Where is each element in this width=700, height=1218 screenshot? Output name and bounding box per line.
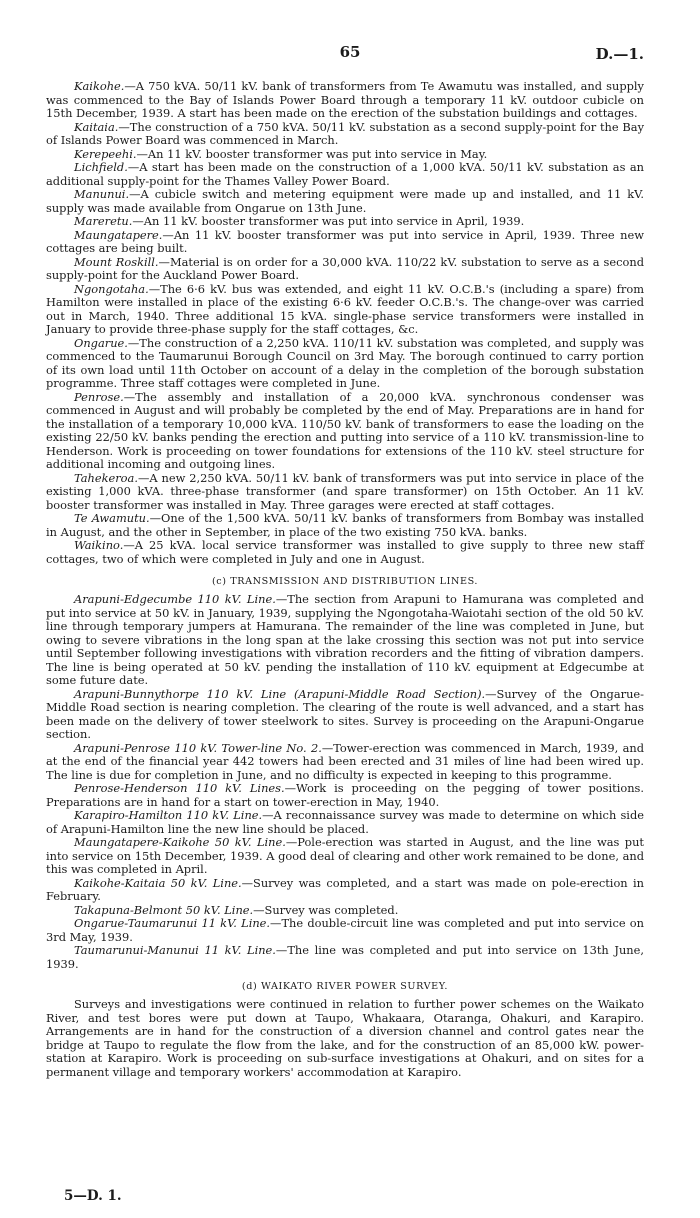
paragraph-text: —One of the 1,500 kVA. 50/11 kV. banks of transformers from Bombay was installed in August, and the other in September, in place of the two existing 750 kVA. banks. (46, 511, 644, 539)
paragraph-heading: Arapuni-Edgecumbe 110 kV. Line. (74, 592, 276, 606)
paragraph-text: —A 750 kVA. 50/11 kV. bank of transformers from Te Awamutu was installed, and supply was commenced to the Bay of Islands Power Board through a temporary 11 kV. outdoor cubicle on 15th December, 1939. A start has been made on the erection of the substation buildings and cottages. (46, 79, 644, 120)
paragraph-heading: Kaikohe-Kaitaia 50 kV. Line. (74, 875, 242, 890)
paragraph-text: —Work is proceeding on the pegging of tower positions. Preparations are in hand for a start on tower-erection in May, 1940. (46, 781, 645, 809)
paragraph-text: —An 11 kV. booster transformer was put into service in April, 1939. (132, 214, 525, 228)
paragraph-heading: Karapiro-Hamilton 110 kV. Line. (74, 808, 263, 822)
paragraph-text: —The section from Arapuni to Hamurana was completed and put into service at 50 kV. in January, 1939, supplying the Ngongotaha-Waiotahi section of the old 50 kV. line through temporary jumpers at Hamurana. The remainder of the line was completed in June, but owing to severe vibrations in the long span at the lake crossing this section was not put into service until September following investigations with vibration recorders and the fitting of vibration dampers. The line is being operated at 50 kV. pending the installation of 110 kV. equipment at Edgecumbe at some future date. (46, 592, 644, 687)
paragraph-heading: Kaikohe. (74, 79, 125, 93)
paragraph-arapuni-bunnythorpe (46, 688, 644, 742)
paragraph-tahekeroa (46, 472, 644, 513)
paragraph-heading: Mount Roskill. (74, 254, 159, 269)
paragraph-heading: Taumarunui-Manunui 11 kV. Line. (74, 943, 276, 957)
paragraph-manunui (46, 188, 644, 215)
paragraph-text: —An 11 kV. booster transformer was put into service in April, 1939. Three new cottages are being built. (46, 227, 644, 255)
paragraph-text: —A cubicle switch and metering equipment were made up and installed, and 11 kV. supply was made available from Ongarue on 13th June. (46, 187, 644, 215)
paragraph-kerepeehi (46, 148, 644, 162)
paragraph-heading: Kaitaia. (74, 119, 119, 134)
paragraph-text: —Survey was completed. (253, 902, 399, 917)
paragraph-mount-roskill (46, 256, 644, 283)
paragraph-text: —Pole-erection was started in August, and the line was put into service on 15th December, 1939. A good deal of clearing and other work remained to be done, and this was completed in April. (46, 835, 644, 876)
paragraph-ongarue-taumarunui (46, 917, 644, 944)
paragraph-heading: Penrose. (74, 389, 124, 404)
paragraph-taumarunui-manunui (46, 944, 644, 971)
paragraph-text: —The line was completed and put into service on 13th June, 1939. (46, 943, 644, 971)
paragraph-text: —An 11 kV. booster transformer was put into service in May. (136, 146, 488, 161)
paragraph-text: —Survey was completed, and a start was made on pole-erection in February. (46, 875, 644, 903)
paragraph-maungatapere-kaikohe (46, 836, 644, 877)
page-number: 65 (339, 43, 361, 61)
substations-section (46, 80, 644, 566)
paragraph-kaikohe (46, 80, 644, 121)
paragraph-te-awamutu (46, 512, 644, 539)
paragraph-maungatapere (46, 229, 644, 256)
paragraph-heading: Maungatapere. (74, 227, 163, 242)
paragraph-penrose (46, 391, 644, 472)
waikato-survey-section (46, 980, 644, 1079)
paragraph-heading: Te Awamutu. (74, 511, 150, 525)
paragraph-heading: Ongarue. (74, 335, 128, 350)
paragraph-waikato-survey: Surveys and investigations were continued in relation to further power schemes on the Waikato River, and test bores were put down at Taupo, Whakaara, Otaranga, Ohakuri, and Karapiro. Arrangements are in hand for the construction of a diversion channel and control gates near the bridge at Taupo to regulate the flow from the lake, and for the construction of an 85,000 kW. power-station at Karapiro. Work is proceeding on sub-surface investigations at Ohakuri, and on sites for a permanent village and temporary workers' accommodation at Karapiro. (46, 997, 644, 1079)
paragraph-heading: Penrose-Henderson 110 kV. Lines. (74, 781, 285, 795)
paragraph-takapuna-belmont (46, 904, 644, 918)
paragraph-heading: Kerepeehi. (74, 146, 137, 161)
paragraph-heading: Waikino. (74, 538, 124, 552)
paragraph-heading: Ngongotaha. (74, 281, 149, 296)
paragraph-heading: Manunui. (74, 187, 130, 201)
paragraph-mareretu (46, 215, 644, 229)
paragraph-heading: Lichfield. (74, 160, 128, 174)
paragraph-ongarue (46, 337, 644, 391)
paragraph-penrose-henderson (46, 782, 644, 809)
paragraph-ngongotaha (46, 283, 644, 337)
paragraph-heading: Arapuni-Bunnythorpe 110 kV. Line (Arapuni-Middle Road Section). (74, 686, 486, 701)
paragraph-heading: Tahekeroa. (74, 470, 138, 485)
paragraph-text: —Tower-erection was commenced in March, 1939, and at the end of the financial year 442 towers had been erected and 31 miles of line had been wired up. The line is due for completion in June, and no difficulty is expected in keeping to this programme. (46, 740, 644, 782)
page-content (46, 80, 644, 1079)
transmission-lines-section (46, 575, 644, 971)
paragraph-kaikohe-kaitaia (46, 877, 644, 904)
paragraph-karapiro-hamilton (46, 809, 644, 836)
paragraph-text: —The construction of a 750 kVA. 50/11 kV. substation as a second supply-point for the Bay of Islands Power Board was commenced in March. (46, 119, 644, 147)
paragraph-heading: Takapuna-Belmont 50 kV. Line. (74, 902, 254, 917)
paragraph-kaitaia (46, 121, 644, 148)
paragraph-text: —The assembly and installation of a 20,000 kVA. synchronous condenser was commenced in August and will probably be completed by the end of May. Preparations are in hand for the installation of a temporary 10,000 kVA. 110/50 kV. bank of transformers to ease the loading on the existing 22/50 kV. banks pending the erection and putting into service of a 110 kV. transmission-line to Henderson. Work is proceeding on tower foundations for extensions of the 110 kV. steel structure for additional incoming and outgoing lines. (46, 389, 644, 471)
paragraph-arapuni-edgecumbe (46, 593, 644, 688)
paragraph-heading: Arapuni-Penrose 110 kV. Tower-line No. 2. (74, 740, 322, 755)
section-heading-transmission-lines: (c) TRANSMISSION AND DISTRIBUTION LINES. (211, 576, 479, 587)
paragraph-text: —A reconnaissance survey was made to determine on which side of Arapuni-Hamilton line the new line should be placed. (46, 808, 644, 836)
paragraph-waikino (46, 539, 644, 566)
paragraph-text: —A new 2,250 kVA. 50/11 kV. bank of transformers was put into service in place of the existing 1,000 kVA. three-phase transformer (and spare transformer) on 15th October. An 11 kV. booster transformer was installed in May. Three garages were erected at staff cottages. (46, 470, 644, 512)
paragraph-lichfield (46, 161, 644, 188)
paragraph-arapuni-penrose (46, 742, 644, 783)
paragraph-heading: Maungatapere-Kaikohe 50 kV. Line. (74, 835, 286, 849)
paragraph-text: —Survey of the Ongarue-Middle Road section is nearing completion. The clearing of the route is well advanced, and a start has been made on the delivery of tower steelwork to sites. Survey is proceeding on the Arapuni-Ongarue section. (46, 686, 644, 741)
footer-reference: 5—D. 1. (64, 1187, 122, 1204)
paragraph-heading: Mareretu. (74, 214, 133, 228)
paragraph-text: —Material is on order for a 30,000 kVA. 110/22 kV. substation to serve as a second supply-point for the Auckland Power Board. (46, 254, 645, 282)
paragraph-text: —The construction of a 2,250 kVA. 110/11 kV. substation was completed, and supply was commenced to the Taumarunui Borough Council on 3rd May. The borough continued to carry portion of its own load until 11th October on account of a delay in the completion of the borough substation programme. Three staff cottages were completed in June. (46, 335, 644, 390)
paragraph-text: —The 6·6 kV. bus was extended, and eight 11 kV. O.C.B.'s (including a spare) from Hamilton were installed in place of the existing 6·6 kV. feeder O.C.B.'s. The change-over was carried out in March, 1940. Three additional 15 kVA. single-phase service transformers were installed in January to provide three-phase supply for the staff cottages, &c. (46, 281, 644, 336)
paragraph-heading: Ongarue-Taumarunui 11 kV. Line. (74, 916, 271, 930)
section-heading-waikato-survey: (d) WAIKATO RIVER POWER SURVEY. (241, 981, 449, 992)
paragraph-text: —The double-circuit line was completed and put into service on 3rd May, 1939. (46, 916, 644, 944)
document-reference: D.—1. (595, 45, 644, 63)
paragraph-text: —A start has been made on the construction of a 1,000 kVA. 50/11 kV. substation as an additional supply-point for the Thames Valley Power Board. (46, 160, 644, 188)
paragraph-text: —A 25 kVA. local service transformer was installed to give supply to three new staff cottages, two of which were completed in July and one in August. (46, 538, 644, 566)
